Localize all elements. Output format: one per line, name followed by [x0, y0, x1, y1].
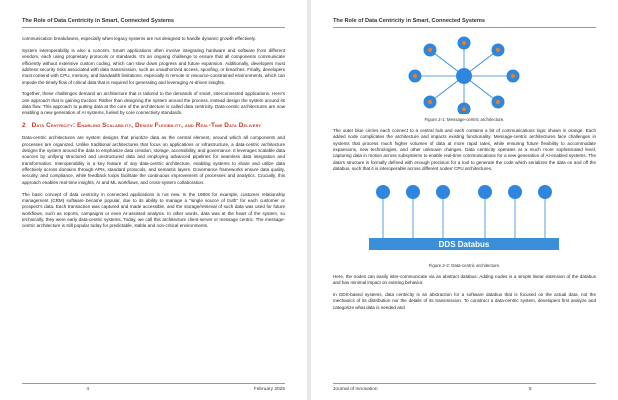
section-number: 2 [22, 122, 26, 130]
paragraph: Here, the nodes can easily inter-communicate via an abstract databus. Adding nodes is a simple linear extension of the databus and has minimal impact on existing behavior. [333, 273, 596, 286]
bus-nodes [376, 185, 552, 238]
databus-label: DDS Databus [438, 239, 490, 249]
communications-logic [428, 48, 432, 52]
communications-logic [462, 41, 466, 45]
bus-node [508, 185, 522, 199]
paragraph: communication breakdowns, especially when legacy systems are not designed to handle dynamic growth effectively. [22, 36, 256, 41]
communications-logic [496, 48, 500, 52]
footer-date: February 2025 [253, 387, 285, 392]
communications-logic [428, 100, 432, 104]
communications-logic [511, 74, 515, 78]
data-centric-diagram [333, 178, 596, 260]
section-heading [22, 122, 285, 130]
page-footer [22, 383, 285, 392]
paragraph: The outer blue circles each connect to a central hub and each contains a bit of communications logic shown in orange. Each added node complicates the architecture and impacts existing functionality. Message-centric architectures face challenges in systems that process much higher volumes of data at more rapid rates, while ensuring future flexibility to accommodate expansions, new technologies, and other unknown changes. Data centricity operates at a much more sophisticated level, capturing data in motion across subsystems to enable real-time communications for a new generation of AI-enabled systems. The data's structure is formally defined with enough precision for a tool to generate the code which serializes the data on and off the databus, such that it is interoperable across different nodes' CPU architectures. [333, 128, 596, 172]
paragraph: In DDS-based systems, data centricity is an abstraction for a software databus that is focused on the actual data, not the mechanics of its distribution nor the details of its transmission. To construct a data-centric system, developers first analyze and categorize what data is needed and [333, 292, 596, 310]
communications-logic [496, 100, 500, 104]
running-head: The Role of Data Centricity in Smart, Connected Systems [22, 18, 285, 28]
page-number: 4 [86, 387, 90, 392]
paragraph: System interoperability is also a concern. Smart applications often involve integrating hardware and software from different vendors, each using proprietary protocols or standards. It's an ongoing challenge to ensure that all components communicate efficiently without extensive custom coding, which can slow down progress and future expansion. Additionally, developers must address security risks associated with data transmission, such as unauthorized access, spoofing, or breaches. Finally, developers must contend with CPU, memory, and bandwidth limitations, especially in remote or resource-constrained environments, which can impede the timely flow of critical data that is required for generating and leveraging AI-driven insights. [22, 47, 285, 85]
bus-node [376, 185, 390, 199]
communications-logic [413, 74, 417, 78]
central-hub [456, 68, 472, 84]
bus-node [478, 185, 492, 199]
bus-node [436, 185, 450, 199]
message-centric-diagram [333, 36, 596, 114]
figure-caption: Figure 2-1: Message-centric architecture. [424, 117, 505, 122]
journal-name: Journal of Innovation [333, 387, 378, 392]
page-footer [333, 383, 596, 392]
section-title: Data Centricity: Enabling Scalability, Design Flexibility, and Real-Time Data Delivery [31, 122, 262, 130]
left-page [0, 0, 307, 400]
right-page [311, 0, 618, 400]
paragraph: Data-centric architectures are system designs that prioritize data as the central element, around which all components and processes are organized. Unlike traditional architectures that focus on applications or infrastructure, a data-centric architecture designs the system around the data to emphasize data creation, storage, accessibility, and governance. It leverages scalable data sources by unifying structured and unstructured data and employing advanced pipelines for seamless data integration and transformation. Interoperability is a key feature of any data-centric architecture, enabling systems to share and utilize data effectively across domains through APIs, standard protocols, and semantic layers. Governance frameworks ensure data quality, security, and compliance, while feedback loops facilitate the continuous improvement of processes and analytics. Crucially, this approach enables real-time insights, AI and ML workflows, and cross-system collaboration. [22, 135, 285, 185]
communications-logic [462, 107, 466, 111]
running-head: The Role of Data Centricity in Smart, Connected Systems [333, 18, 596, 28]
paragraph: Together, these challenges demand an architecture that is tailored to the demands of smart, interconnected applications. Here's one approach that is gaining traction: Rather than designing the system around the process, instead design the system around its data flow. This approach to putting data at the core of the architecture is called data centricity. Data-centric architectures are now enabling a new generation of AI systems, fueled by core connectivity standards. [22, 91, 285, 116]
bus-node [406, 185, 420, 199]
figure-caption: Figure 2-2: Data-centric architecture. [428, 262, 501, 268]
bus-node [538, 185, 552, 199]
paragraph: The basic concept of data centricity in connected applications is not new. In the 1980s for example, customer relationship management (CRM) software became popular, due to its ability to manage a "single source of truth" for each customer or prospect's data. Each transaction was captured and made accessible, and the storage/retrieval of such data was used for future workflows, such as reports, campaigns or even AI-assisted analysis. In other words, data was at the heart of the system, so technically, they were early data-centric systems. Today, we call this architecture client-server or message centric. The message-centric architecture is still popular today for predictable, stable and non-critical environments. [22, 191, 285, 229]
page-number: 5 [528, 387, 532, 392]
